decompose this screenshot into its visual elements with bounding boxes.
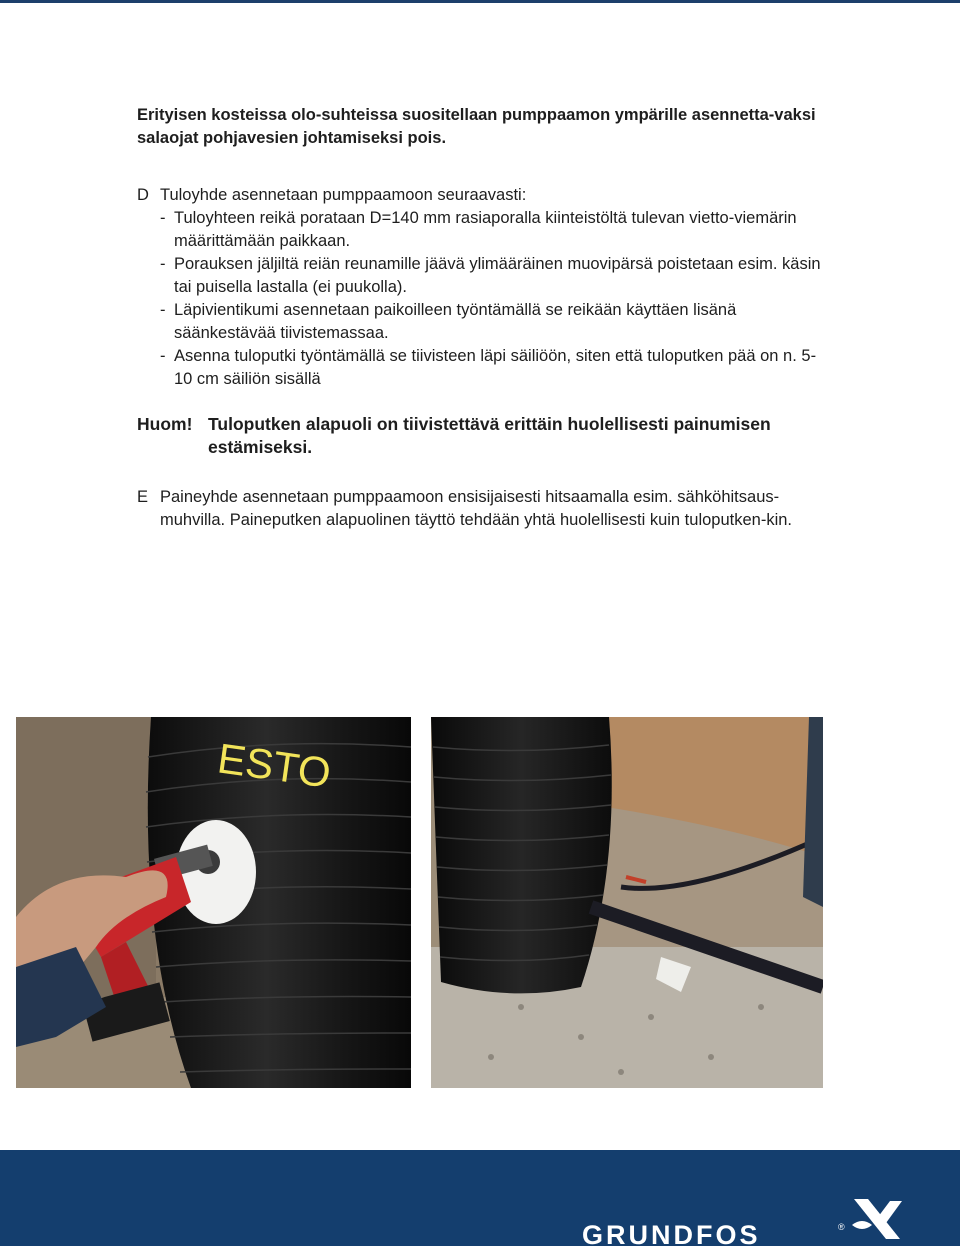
step-d	[137, 184, 827, 391]
note-text: Tuloputken alapuoli on tiivistettävä erittäin huolellisesti painumisen estämiseksi.	[208, 414, 771, 457]
photo-drilling	[16, 717, 411, 1088]
bullet-dash: -	[160, 301, 166, 319]
bullet-text: Porauksen jäljiltä reiän reunamille jäävä ylimääräinen muovipärsä poistetaan esim. käsin tai puisella lastalla (ei puukolla).	[174, 255, 821, 296]
bullet-dash: -	[160, 347, 166, 365]
step-e-letter: E	[137, 488, 149, 506]
step-e	[137, 486, 827, 532]
grundfos-logo-icon	[848, 1195, 906, 1245]
intro-paragraph: Erityisen kosteissa olo-suhteissa suositellaan pumppaamon ympärille asennetta-vaksi salaojat pohjavesien johtamiseksi pois.	[137, 106, 816, 147]
step-d-bullet	[160, 207, 827, 253]
bullet-text: Läpivientikumi asennetaan paikoilleen työntämällä se reikään käyttäen lisänä säänkestävää tiivistemassaa.	[174, 301, 737, 342]
step-e-text: Paineyhde asennetaan pumppaamoon ensisijaisesti hitsaamalla esim. sähköhitsaus-muhvilla. Paineputken alapuolinen täyttö tehdään yhtä huolellisesti kuin tuloputken-kin.	[160, 488, 792, 529]
photo-pipe-installation	[431, 717, 823, 1088]
bullet-text: Asenna tuloputki työntämällä se tiivisteen läpi säiliöön, siten että tuloputken pää on n. 5-10 cm säiliön sisällä	[174, 347, 817, 388]
registered-mark: ®	[838, 1222, 845, 1232]
top-rule	[0, 0, 960, 3]
bullet-text: Tuloyhteen reikä porataan D=140 mm rasiaporalla kiinteistöltä tulevan vietto-viemärin määrittämään paikkaan.	[174, 209, 797, 250]
bullet-dash: -	[160, 209, 166, 227]
step-d-bullet	[160, 345, 827, 391]
bullet-dash: -	[160, 255, 166, 273]
step-d-bullet	[160, 253, 827, 299]
brand-logo-text: GRUNDFOS	[582, 1220, 761, 1250]
tank-marking: ESTO	[214, 734, 334, 797]
note-label: Huom!	[137, 414, 193, 434]
step-d-title: Tuloyhde asennetaan pumppaamoon seuraavasti:	[160, 186, 527, 204]
step-d-bullet	[160, 299, 827, 345]
footer-bar	[0, 1150, 960, 1246]
step-d-letter: D	[137, 186, 149, 204]
note	[137, 413, 827, 459]
instruction-text	[137, 104, 827, 532]
